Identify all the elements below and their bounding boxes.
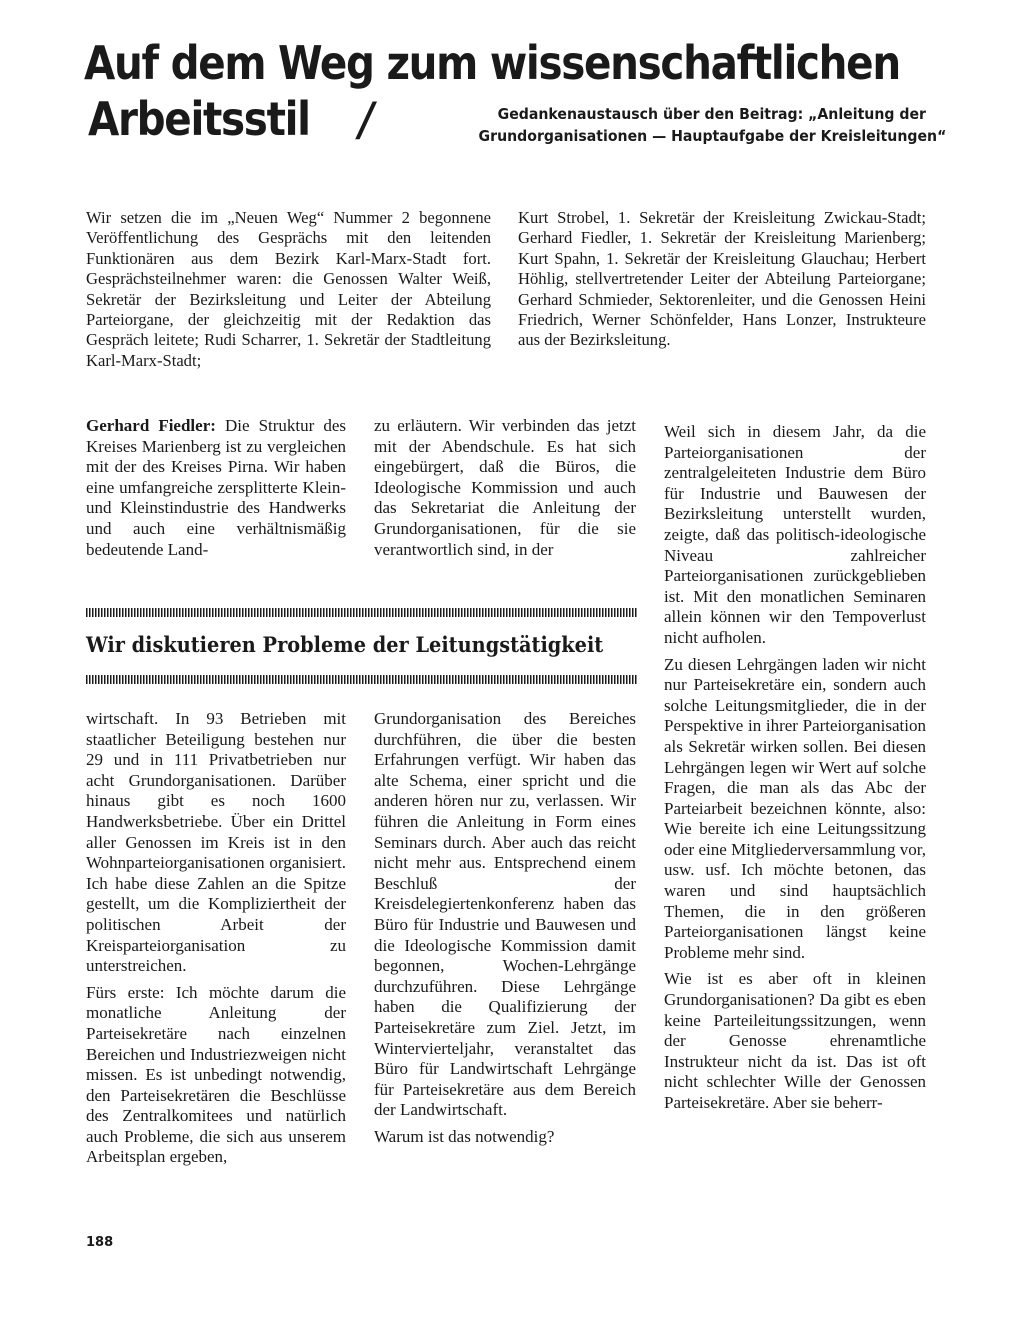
page-number: 188 bbox=[86, 1235, 114, 1250]
intro-paragraph: Wir setzen die im „Neuen Weg“ Nummer 2 begonnene Veröffentlichung des Gesprächs mit den leitenden Funktionären aus dem Bezirk Karl-Marx-Stadt fort. Gesprächsteilnehmer waren: die Genossen Walter Weiß, Sekretär der Bezirksleitung und Leiter der Abteilung Parteiorgane, der gleichzeitig mit der Redaktion das Gespräch leitete; Rudi Scharrer, 1. Sekretär der Stadtleitung Karl-Marx-Stadt; bbox=[86, 208, 491, 370]
article-title: Auf dem Weg zum wissenschaftlichen bbox=[84, 36, 900, 90]
title-slash: / bbox=[353, 92, 378, 146]
paragraph: Grundorganisation des Bereiches durchführen, die über die besten Erfahrungen verfügt. Wir haben das alte Schema, einer spricht und die anderen hören nur zu, verlassen. Wir führen die Anleitung in Form eines Seminars durch. Aber auch das reicht nicht mehr aus. Entsprechend einem Beschluß der Kreisdelegiertenkonferenz haben das Büro für Industrie und Bauwesen und die Ideologische Kommission damit begonnen, Wochen-Lehrgänge durchzuführen. Diese Lehrgänge haben die Qualifizierung der Parteisekretäre zum Ziel. Jetzt, im Wintervierteljahr, veranstaltet das Büro für Landwirtschaft Lehrgänge für Parteisekretäre aus dem Bereich der Landwirtschaft. bbox=[374, 709, 636, 1120]
upper-column-2 bbox=[374, 416, 636, 560]
article-title-line2 bbox=[88, 92, 378, 146]
subtitle-line-1: Gedankenaustausch über den Beitrag: „Anleitung der bbox=[497, 105, 926, 123]
intro-left-column bbox=[86, 208, 491, 371]
article-title-word: Arbeitsstil bbox=[88, 92, 310, 146]
paragraph: zu erläutern. Wir verbinden das jetzt mit der Abendschule. Es hat sich eingebürgert, daß die Büros, die Ideologische Kommission und auch das Sekretariat die Anleitung der Grundorganisationen, für die sie verantwortlich sind, in der bbox=[374, 416, 636, 559]
section-title: Wir diskutieren Probleme der Leitungstätigkeit bbox=[86, 632, 604, 657]
section-rule-bottom bbox=[86, 675, 637, 684]
paragraph-text: Die Struktur des Kreises Marienberg ist zu vergleichen mit der des Kreises Pirna. Wir haben eine umfangreiche zersplitterte Klein- und Kleinstindustrie des Handwerks und auch eine verhältnismäßig bedeutende Land- bbox=[86, 416, 346, 559]
speaker-name: Gerhard Fiedler: bbox=[86, 416, 216, 435]
intro-right-column bbox=[518, 208, 926, 351]
paragraph: Warum ist das notwendig? bbox=[374, 1126, 555, 1146]
lower-column-1 bbox=[86, 709, 346, 1168]
paragraph bbox=[86, 416, 346, 560]
paragraph: Wie ist es aber oft in kleinen Grundorganisationen? Da gibt es eben keine Parteileitungssitzungen, wenn der Genosse ehrenamtliche Instrukteur nicht da ist. Das ist oft nicht schlechter Wille der Genossen Parteisekretäre. Aber sie beherr- bbox=[664, 969, 926, 1112]
lower-column-2 bbox=[374, 709, 636, 1147]
paragraph: Zu diesen Lehrgängen laden wir nicht nur Parteisekretäre ein, sondern auch solche Leitungsmitglieder, die in der Perspektive in ihrer Parteiorganisation als Sekretär wirken sollen. Bei diesen Lehrgängen legen wir Wert auf solche Fragen, die man als das Abc der Parteiarbeit bezeichnen könnte, also: Wie bereite ich eine Leitungssitzung oder eine Mitgliederversammlung vor, usw. usf. Ich möchte betonen, das waren und sind hauptsächlich Themen, die in den größeren Parteiorganisationen längst keine Probleme mehr sind. bbox=[664, 654, 926, 962]
right-column bbox=[664, 422, 926, 1114]
article-subtitle bbox=[478, 103, 947, 147]
paragraph: Fürs erste: Ich möchte darum die monatliche Anleitung der Parteisekretäre nach einzelnen Bereichen und Industriezweigen nicht missen. Es ist unbedingt notwendig, den Parteisekretären die Beschlüsse des Zentralkomitees und natürlich auch Probleme, die sich aus unserem Arbeitsplan ergeben, bbox=[86, 982, 346, 1167]
section-rule-top bbox=[86, 608, 637, 617]
paragraph: Weil sich in diesem Jahr, da die Parteiorganisationen der zentralgeleiteten Industrie dem Büro für Industrie und Bauwesen der Bezirksleitung unterstellt wurden, zeigte, daß das politisch-ideologische Niveau zahlreicher Parteiorganisationen zurückgeblieben ist. Mit den monatlichen Seminaren allein können wir den Tempoverlust nicht aufholen. bbox=[664, 422, 926, 647]
subtitle-line-2: Grundorganisationen — Hauptaufgabe der Kreisleitungen“ bbox=[478, 127, 947, 145]
paragraph: wirtschaft. In 93 Betrieben mit staatlicher Beteiligung bestehen nur 29 und in 111 Privatbetrieben nur acht Grundorganisationen. Darüber hinaus gibt es noch 1600 Handwerksbetriebe. Über ein Drittel aller Genossen im Kreis ist in den Wohnparteiorganisationen organisiert. Ich habe diese Zahlen an die Spitze gestellt, um die Kompliziertheit der politischen Arbeit der Kreisparteiorganisation zu unterstreichen. bbox=[86, 709, 346, 976]
upper-column-1 bbox=[86, 416, 346, 560]
intro-paragraph: Kurt Strobel, 1. Sekretär der Kreisleitung Zwickau-Stadt; Gerhard Fiedler, 1. Sekretär der Kreisleitung Marienberg; Kurt Spahn, 1. Sekretär der Kreisleitung Glauchau; Herbert Höhlig, stellvertretender Leiter der Abteilung Parteiorgane; Gerhard Schmieder, Sektorenleiter, und die Genossen Heini Friedrich, Werner Schönfelder, Hans Lonzer, Instrukteure aus der Bezirksleitung. bbox=[518, 208, 926, 350]
